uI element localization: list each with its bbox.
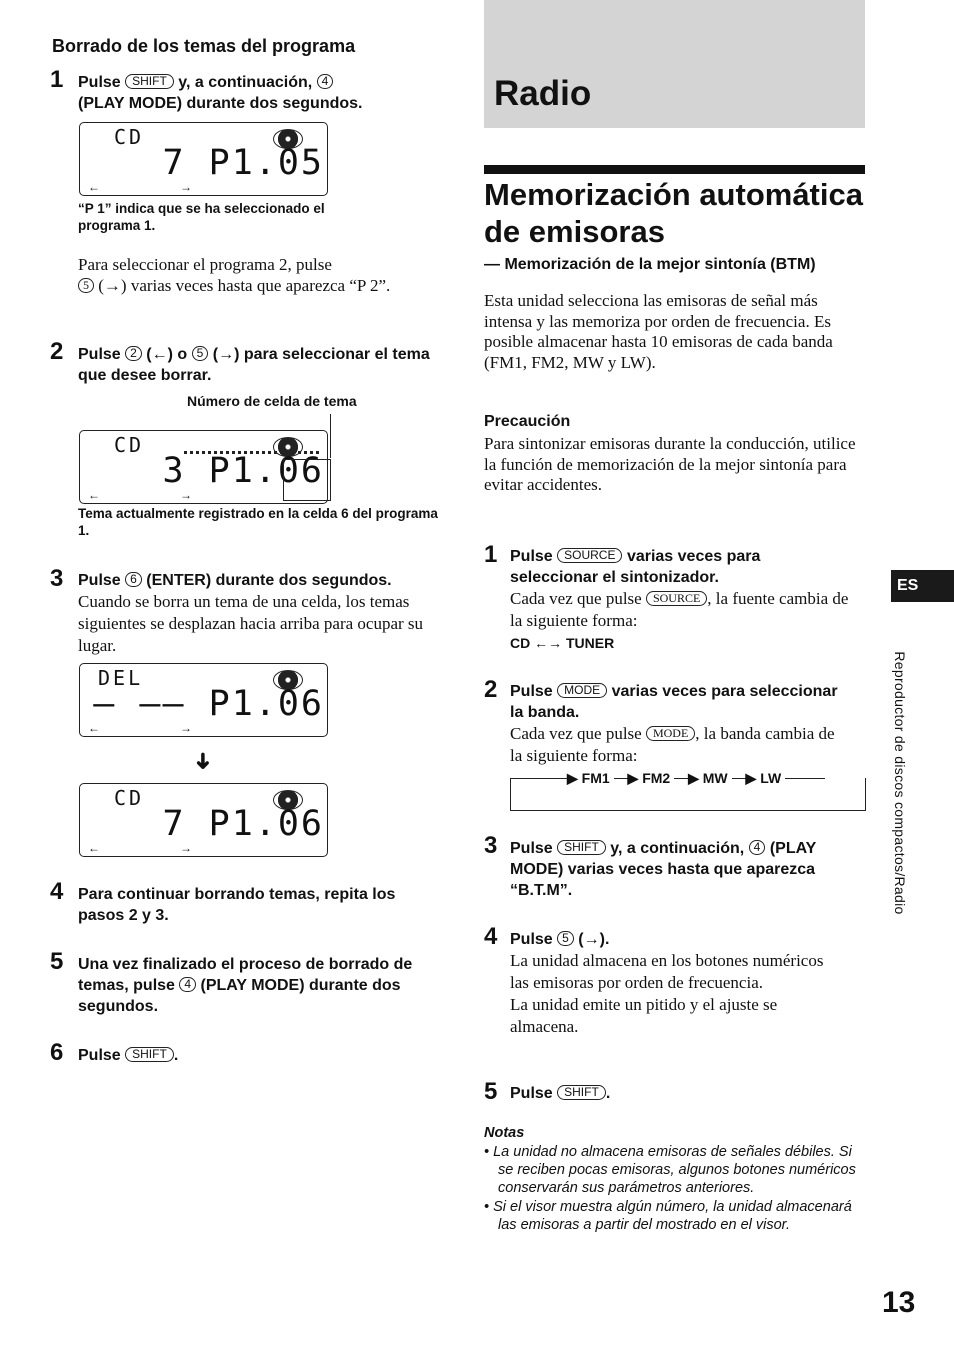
lcd-main-text: 7 P1.06 — [162, 804, 324, 844]
step-number: 3 — [484, 832, 498, 859]
cell-highlight — [283, 459, 331, 501]
right-arrow-icon: → — [180, 180, 192, 194]
title-rule — [484, 165, 865, 174]
left-arrow-icon: ← — [88, 180, 100, 194]
caution-text: Para sintonizar emisoras durante la conducción, utilice la función de memorización de la mejor sintonía para evitar accidentes. — [484, 434, 856, 494]
side-running-text: Reproductor de discos compactos/Radio — [892, 651, 908, 915]
step-5-text: Pulse SHIFT . — [510, 1085, 611, 1102]
lcd-top-text: CD — [114, 786, 145, 810]
step-3-text: Pulse 6 (ENTER) durante dos segundos. Cuando se borra un tema de una celda, los temas siguientes se desplazan hacia arriba para ocupar su lugar. — [78, 572, 424, 655]
step-number: 2 — [50, 338, 64, 365]
source-key: SOURCE — [646, 591, 707, 606]
display-caption: Tema actualmente registrado en la celda 6 del programa 1. — [78, 506, 438, 538]
lcd-display — [79, 430, 328, 504]
lcd-top-text: CD — [114, 433, 145, 457]
band-fm2: FM2 — [642, 770, 671, 786]
left-arrow-icon: ← — [88, 841, 100, 855]
number-key: 5 — [557, 931, 574, 946]
band-fm1: FM1 — [581, 770, 610, 786]
shift-key: SHIFT — [557, 840, 606, 855]
down-arrow-icon: ➜ — [191, 751, 217, 771]
number-key: 2 — [125, 346, 142, 361]
step-number: 1 — [50, 66, 64, 93]
shift-key: SHIFT — [557, 1085, 606, 1100]
band-mw: MW — [702, 770, 728, 786]
step-2-text: Pulse MODE varias veces para seleccionar la banda. Cada vez que pulse MODE , la banda cambia de la siguiente forma: — [510, 683, 838, 765]
lcd-display — [79, 783, 328, 857]
language-tab: ES — [891, 570, 954, 602]
mode-key: MODE — [646, 726, 695, 741]
lcd-top-text: DEL — [98, 666, 144, 690]
step-number: 2 — [484, 676, 498, 703]
note-item: • Si el visor muestra algún número, la unidad almacenará las emisoras a partir del mostrado en el visor. — [484, 1198, 852, 1233]
header-band — [484, 0, 865, 128]
lcd-main-text: 7 P1.05 — [162, 143, 324, 183]
section-title: Borrado de los temas del programa — [52, 36, 356, 56]
subtitle: — Memorización de la mejor sintonía (BTM) — [484, 256, 816, 273]
shift-key: SHIFT — [125, 74, 174, 89]
step-1-text: Pulse SHIFT y, a continuación, 4 (PLAY MODE) durante dos segundos. — [78, 74, 363, 112]
band-cycle-diagram: ▶ FM1 ▶ FM2 ▶ MW ▶ LW — [510, 778, 866, 811]
step-number: 6 — [50, 1039, 64, 1066]
step-3-text: Pulse SHIFT y, a continuación, 4 (PLAY MODE) varias veces hasta que aparezca “B.T.M”. — [510, 840, 817, 899]
step-number: 3 — [50, 565, 64, 592]
header-title: Radio — [494, 74, 592, 113]
lcd-display — [79, 122, 328, 196]
leader-line — [330, 414, 331, 458]
step-number: 4 — [484, 923, 498, 950]
lcd-top-text: CD — [114, 125, 145, 149]
notes-list — [484, 1143, 866, 1234]
step-5-text: Una vez finalizado el proceso de borrado de temas, pulse 4 (PLAY MODE) durante dos segundos. — [78, 956, 413, 1015]
right-arrow-icon: → — [180, 488, 192, 502]
left-arrow-icon: ← — [88, 721, 100, 735]
page-number: 13 — [882, 1286, 916, 1319]
step-number: 5 — [50, 948, 64, 975]
source-flow: CD ←→ TUNER — [510, 635, 615, 651]
caution-title: Precaución — [484, 413, 571, 430]
step-4-text: Para continuar borrando temas, repita los pasos 2 y 3. — [78, 886, 396, 924]
paragraph: Para seleccionar el programa 2, pulse 5 (→) varias veces hasta que aparezca “P 2”. — [78, 255, 391, 295]
number-key: 4 — [317, 74, 334, 89]
number-key: 5 — [192, 346, 209, 361]
source-key: SOURCE — [557, 548, 622, 563]
number-key: 4 — [749, 840, 766, 855]
band-lw: LW — [760, 770, 782, 786]
intro-paragraph: Esta unidad selecciona las emisoras de señal más intensa y las memoriza por orden de frecuencia. Es posible almacenar hasta 10 emisoras de cada banda (FM1, FM2, MW y LW). — [484, 291, 833, 372]
lcd-main-text: 3 P1.06 — [162, 451, 324, 491]
right-arrow-icon: → — [180, 841, 192, 855]
lcd-display — [79, 663, 328, 737]
cell-label: Número de celda de tema — [187, 393, 357, 409]
shift-key: SHIFT — [125, 1047, 174, 1062]
left-arrow-icon: ← — [88, 488, 100, 502]
note-item: • La unidad no almacena emisoras de señales débiles. Si se reciben pocas emisoras, algunos botones numéricos conservarán sus parámetros anteriores. — [484, 1144, 856, 1197]
step-number: 4 — [50, 878, 64, 905]
notes-title: Notas — [484, 1125, 525, 1141]
number-key: 6 — [125, 572, 142, 587]
step-1-text: Pulse SOURCE varias veces para seleccionar el sintonizador. Cada vez que pulse SOURCE , la fuente cambia de la siguiente forma: — [510, 548, 849, 630]
step-number: 1 — [484, 541, 498, 568]
step-2-text: Pulse 2 (←) o 5 (→) para seleccionar el tema que desee borrar. — [78, 346, 430, 384]
lcd-main-text: – –– P1.06 — [93, 684, 324, 724]
display-caption: “P 1” indica que se ha seleccionado el programa 1. — [78, 201, 325, 233]
right-arrow-icon: → — [180, 721, 192, 735]
page-title: Memorización automática de emisoras — [484, 177, 863, 249]
number-key: 4 — [179, 977, 196, 992]
step-number: 5 — [484, 1078, 498, 1105]
step-6-text: Pulse SHIFT . — [78, 1047, 179, 1064]
number-key: 5 — [78, 278, 94, 293]
step-4-text: Pulse 5 (→). La unidad almacena en los botones numéricos las emisoras por orden de frecuencia. La unidad emite un pitido y el ajuste se almacena. — [510, 931, 824, 1036]
mode-key: MODE — [557, 683, 607, 698]
